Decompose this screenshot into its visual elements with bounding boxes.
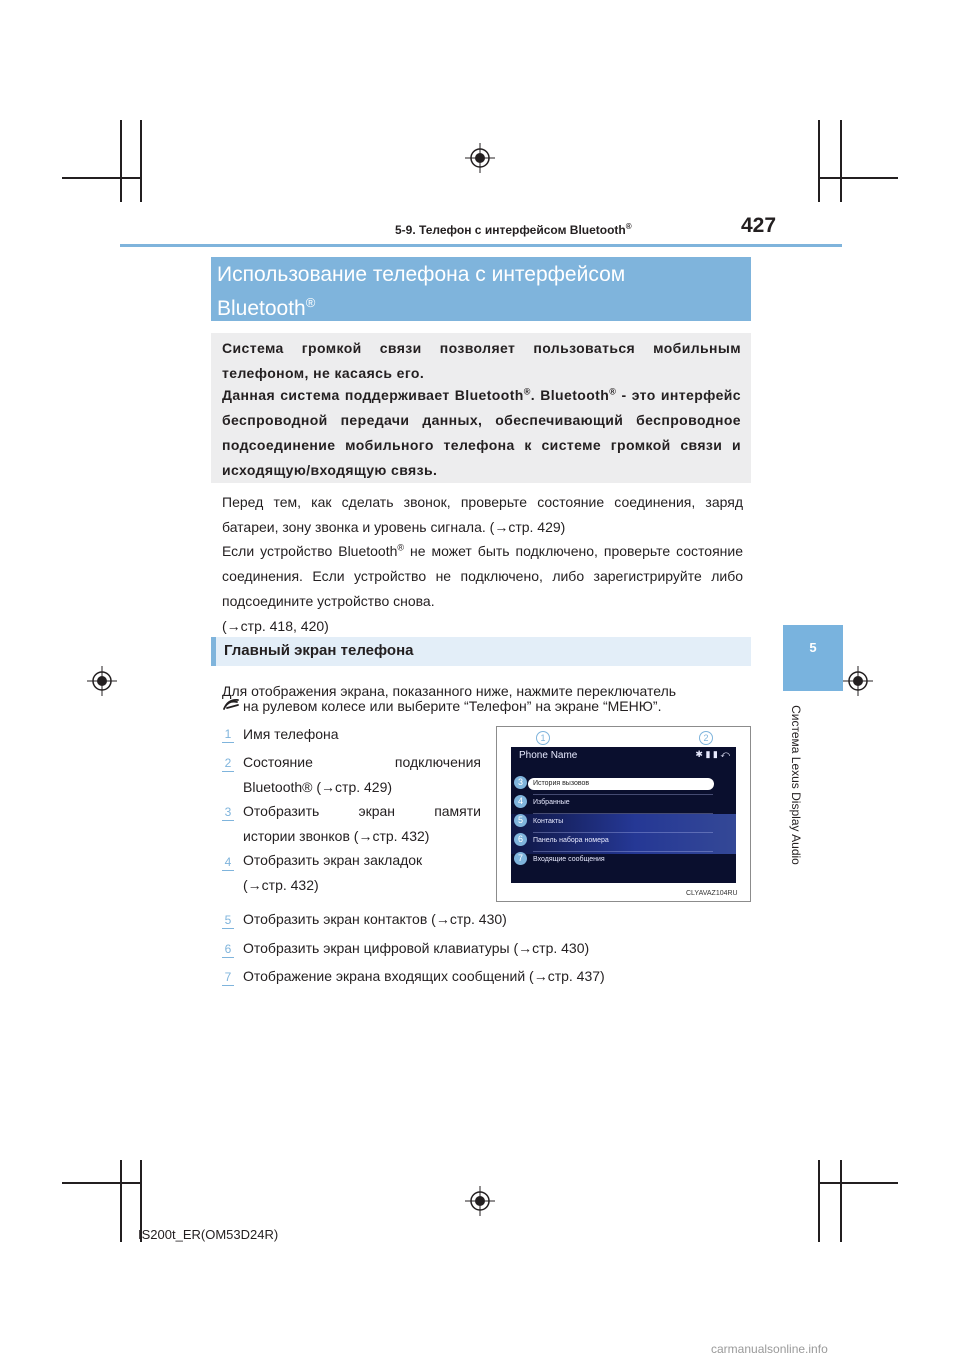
callout-4: 4 (514, 795, 527, 808)
list-item: Имя телефона (243, 726, 339, 742)
body-paragraph: на рулевом колесе или выберите “Телефон” на экране “МЕНЮ”. (243, 698, 662, 714)
callout-3: 3 (514, 776, 527, 789)
chapter-number: 5 (809, 640, 817, 655)
crop-mark (818, 120, 820, 202)
screen-menu-favorites: Избранные (533, 799, 570, 806)
watermark: carmanualsonline.info (711, 1342, 828, 1356)
body-paragraph: Перед тем, как сделать звонок, проверьте состояние соединения, заряд батареи, зону звонка и уровень сигнала. (→стр. 429) (222, 494, 743, 535)
chapter-label: Система Lexus Display Audio (789, 705, 803, 865)
crop-mark (818, 1160, 820, 1242)
crop-mark (818, 1182, 898, 1184)
crop-mark (62, 1182, 142, 1184)
chapter-tab (783, 625, 843, 691)
screen-divider (533, 832, 713, 833)
crop-mark (840, 1160, 842, 1242)
crop-mark (818, 177, 898, 179)
screen-menu-messages: Входящие сообщения (533, 856, 605, 863)
registration-target-icon (87, 666, 117, 696)
list-item: Отобразить экран закладок (→стр. 432) (243, 852, 423, 893)
list-item: Отобразить экран памяти истории звонков (→стр. 432) (243, 803, 481, 844)
list-item: Отобразить экран цифровой клавиатуры (→стр. 430) (243, 940, 590, 956)
list-item: Отобразить экран контактов (→стр. 430) (243, 911, 507, 927)
item-number: 5 (222, 913, 234, 929)
registration-target-icon (843, 666, 873, 696)
callout-2: 2 (699, 731, 713, 745)
header-rule (120, 244, 842, 247)
callout-1: 1 (536, 731, 550, 745)
section-header: 5-9. Телефон с интерфейсом Bluetooth® (395, 222, 632, 237)
document-code: IS200t_ER(OM53D24R) (138, 1227, 279, 1242)
body-paragraph: Если устройство Bluetooth® не может быть подключено, проверьте состояние соединения. Если устройство не подключено, либо зарегистрируйте либо подсоедините устройство снова. (→стр. 418, 420) (222, 542, 743, 634)
screen-divider (533, 851, 713, 852)
screen-divider (533, 794, 713, 795)
intro-paragraph: Система громкой связи позволяет пользоваться мобильным телефоном, не касаясь его. (222, 340, 741, 381)
list-item: Состояние подключения Bluetooth® (→стр. 429) (243, 754, 481, 795)
intro-paragraph: Данная система поддерживает Bluetooth®. Bluetooth® - это интерфейс беспроводной передачи данных, обеспечивающий беспроводное подсоединение мобильного телефона к системе громкой связи и исходящую/входящую связь. (222, 386, 741, 478)
screen-divider (533, 813, 713, 814)
list-item: Отображение экрана входящих сообщений (→стр. 437) (243, 968, 605, 984)
item-number: 3 (222, 805, 234, 821)
item-number: 2 (222, 756, 234, 772)
callout-7: 7 (514, 852, 527, 865)
subheading: Главный экран телефона (224, 642, 414, 659)
item-number: 1 (222, 727, 234, 743)
screen-menu-dial-pad: Панель набора номера (533, 837, 609, 844)
crop-mark (120, 1160, 122, 1242)
crop-mark (840, 120, 842, 202)
item-number: 7 (222, 970, 234, 986)
phone-screen (511, 747, 736, 883)
illustration-code: CLYAVAZ104RU (686, 890, 738, 897)
body-paragraph: Для отображения экрана, показанного ниже, нажмите переключатель (222, 683, 677, 699)
screen-menu-contacts: Контакты (533, 818, 564, 825)
screen-menu-call-history: История вызовов (533, 780, 590, 787)
callout-6: 6 (514, 833, 527, 846)
crop-mark (62, 177, 142, 179)
registration-target-icon (465, 1186, 495, 1216)
page-title: Использование телефона с интерфейсом Bluetooth® (217, 263, 626, 320)
callout-5: 5 (514, 814, 527, 827)
crop-mark (120, 120, 122, 202)
item-number: 4 (222, 855, 234, 871)
bluetooth-status-icon: ✱ ▮ ▮ ⤺ (695, 749, 730, 759)
registration-target-icon (465, 143, 495, 173)
item-number: 6 (222, 942, 234, 958)
screen-phone-name: Phone Name (519, 750, 578, 761)
crop-mark (140, 120, 142, 202)
phone-switch-icon (222, 697, 240, 713)
page-number: 427 (741, 214, 777, 237)
